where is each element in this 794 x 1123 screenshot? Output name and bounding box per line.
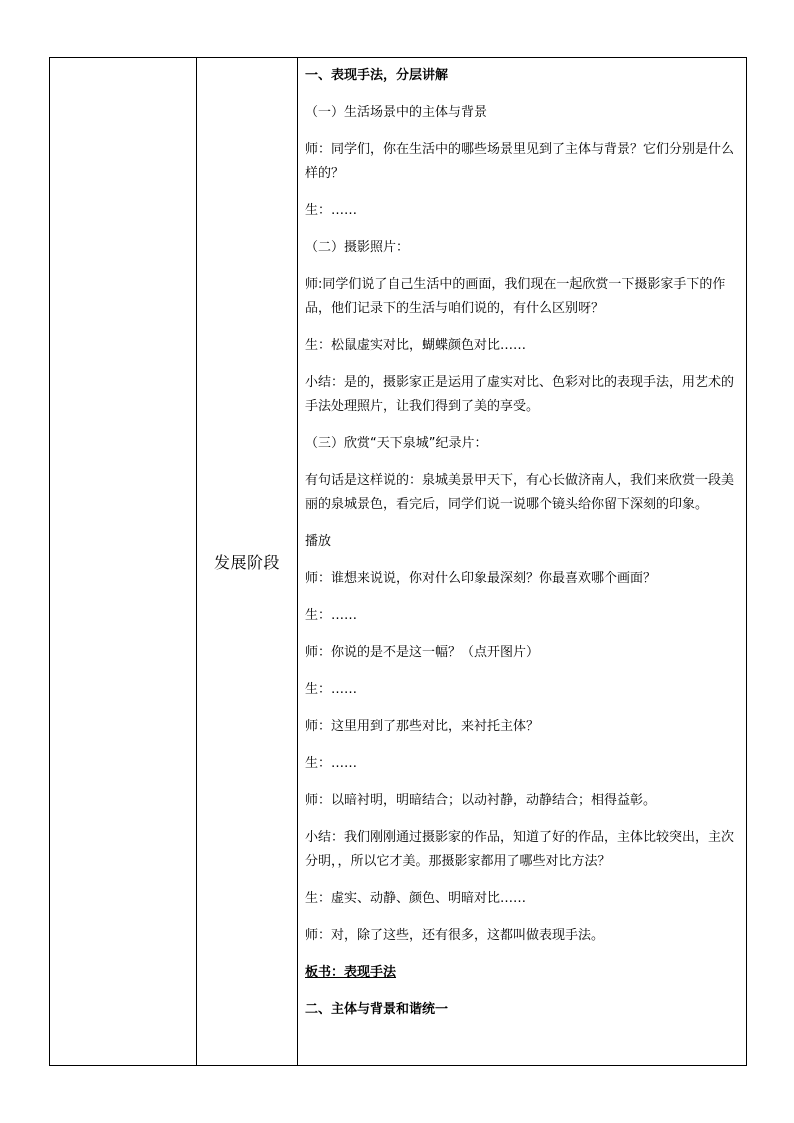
paragraph: （三）欣赏“天下泉城”纪录片： — [305, 436, 488, 451]
table-row — [50, 58, 747, 1066]
paragraph: 播放 — [305, 534, 332, 549]
board-note: 板书：表现手法 — [305, 965, 397, 980]
paragraph: 生：虚实、动静、颜色、明暗对比…… — [305, 891, 527, 906]
paragraph: 生：…… — [305, 203, 358, 218]
paragraph: 师：谁想来说说，你对什么印象最深刻？你最喜欢哪个画面？ — [305, 571, 657, 586]
paragraph: 师：同学们，你在生活中的哪些场景里见到了主体与背景？它们分别是什么样的？ — [305, 142, 735, 181]
paragraph: 师：以暗衬明，明暗结合；以动衬静，动静结合；相得益彰。 — [305, 793, 657, 808]
section-heading: 二、主体与背景和谐统一 — [305, 1002, 449, 1017]
paragraph: 小结：是的，摄影家正是运用了虚实对比、色彩对比的表现手法，用艺术的手法处理照片，让我们得到了美的享受。 — [305, 375, 735, 414]
empty-cell — [50, 58, 197, 1066]
stage-label: 发展阶段 — [213, 553, 280, 572]
paragraph: 师：对，除了这些，还有很多，这都叫做表现手法。 — [305, 928, 605, 943]
paragraph: 师：这里用到了那些对比，来衬托主体？ — [305, 719, 540, 734]
lesson-plan-table — [49, 57, 747, 1066]
paragraph: 生：…… — [305, 682, 358, 697]
stage-cell — [197, 58, 298, 1066]
paragraph: （二）摄影照片： — [305, 240, 410, 255]
paragraph: 师:同学们说了自己生活中的画面，我们现在一起欣赏一下摄影家手下的作品，他们记录下的生活与咱们说的，有什么区别呀？ — [305, 277, 726, 316]
paragraph: （一）生活场景中的主体与背景 — [305, 105, 488, 120]
section-heading: 一、表现手法，分层讲解 — [305, 68, 449, 83]
paragraph: 小结：我们刚刚通过摄影家的作品，知道了好的作品，主体比较突出，主次分明，，所以它才美。那摄影家都用了哪些对比方法？ — [305, 830, 735, 869]
paragraph: 生：…… — [305, 608, 358, 623]
content-cell — [298, 58, 747, 1066]
paragraph: 生：松鼠虚实对比，蝴蝶颜色对比…… — [305, 338, 527, 353]
paragraph: 生：…… — [305, 756, 358, 771]
lesson-content — [298, 58, 746, 1022]
paragraph: 师：你说的是不是这一幅？（点开图片） — [305, 645, 540, 660]
paragraph: 有句话是这样说的：泉城美景甲天下，有心长做济南人，我们来欣赏一段美丽的泉城景色，看完后，同学们说一说哪个镜头给你留下深刻的印象。 — [305, 473, 735, 512]
